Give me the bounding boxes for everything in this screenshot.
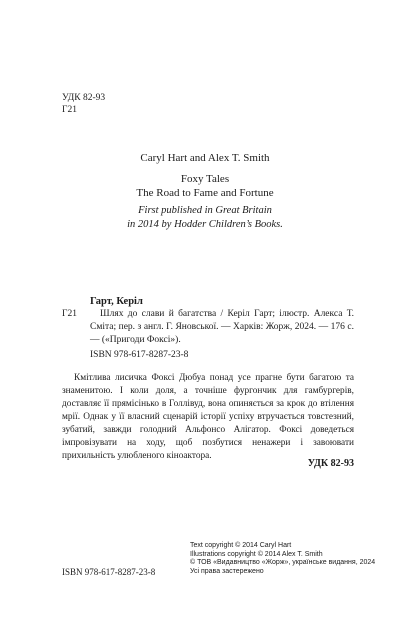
catalog-description: Шлях до слави й багатства / Керіл Гарт; ілюстр. Алекса Т. Сміта; пер. з англ. Г. Яновської. — Харків: Жорж, 2024. — 176 с. — («Пригоди Фоксі»). (90, 309, 354, 345)
book-title: The Road to Fame and Fortune (136, 187, 274, 199)
first-published-line-2: in 2014 by Hodder Children’s Books. (127, 219, 283, 230)
authors: Caryl Hart and Alex T. Smith (140, 152, 270, 164)
original-title (0, 172, 410, 200)
udk-right: УДК 82-93 (307, 458, 354, 469)
catalog-author: Гарт, Керіл (90, 296, 143, 307)
first-published-line-1: First published in Great Britain (138, 205, 272, 216)
copyright-publisher: © ТОВ «Видавництво «Жорж», українське видання, 2024 (190, 559, 376, 566)
first-published-note (0, 204, 410, 232)
annotation: Кмітлива лисичка Фоксі Дюбуа понад усе прагне бути багатою та знаменитою. І коли доля, а точніше фургончик для гамбургерів, доставляє її прямісінько в Голлівуд, вона опиняється за крок до втілення мрії. Однак у її власний сценарій історії успіху втручається товстезний, зубатий, завжди голодний Альфонсо Алігатор. Фоксі доведеться імпровізувати на ходу, щоб позбутися ненажери і завоювати прихильність улюбленого кіноактора. (62, 373, 354, 461)
copyright-illustrations: Illustrations copyright © 2014 Alex T. Smith (190, 550, 323, 558)
copyright-text: Text copyright © 2014 Caryl Hart (190, 542, 292, 549)
catalog-isbn: ISBN 978-617-8287-23-8 (90, 350, 189, 360)
catalog-code: Г21 (62, 309, 77, 319)
udk-code: УДК 82-93 (62, 93, 106, 103)
isbn-bottom: ISBN 978-617-8287-23-8 (62, 567, 156, 577)
copyright-block (190, 542, 375, 576)
udk-index: Г21 (62, 105, 77, 115)
series-name: Foxy Tales (180, 173, 230, 185)
udk-top-block (62, 92, 105, 116)
rights-reserved: Усі права застережено (190, 567, 264, 575)
